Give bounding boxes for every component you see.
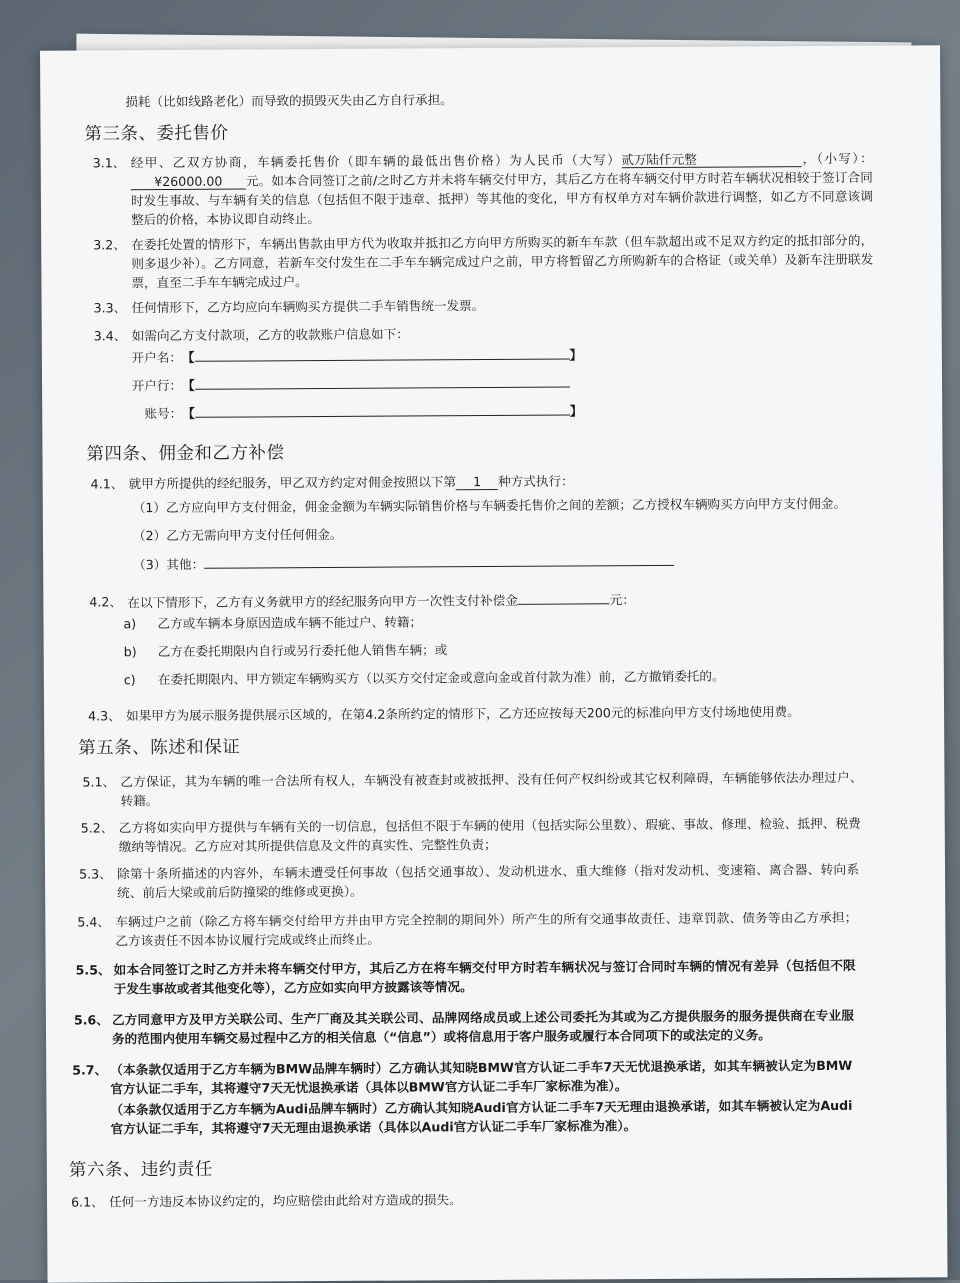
clause-4-1: 4.1、 就甲方所提供的经纪服务，甲乙双方约定对佣金按照以下第 1 种方式执行： — [90, 473, 574, 492]
clause-4-2: 4.2、 在以下情形下，乙方有义务就甲方的经纪服务向甲方一次性支付补偿金 元： — [89, 588, 869, 613]
commission-option-choice: 1 — [456, 475, 498, 490]
clause-5-1: 5.1、 乙方保证，其为车辆的唯一合法所有权人，车辆没有被查封或被抵押、没有任何产权纠纷或其它权利障碍，车辆能够依法办理过户、转籍。 — [82, 769, 863, 809]
account-number-row: 账号：【 】 — [144, 403, 583, 422]
condition-c: c) 在委托期限内、甲方锁定车辆购买方（以买方交付定金或意向金或首付款为准）前，乙方撤销委托的。 — [123, 668, 725, 688]
section-6-title: 第六条、违约责任 — [68, 1159, 213, 1181]
account-name-row: 开户名：【 】 — [131, 347, 583, 366]
commission-option-2: （2）乙方无需向甲方支付任何佣金。 — [132, 526, 343, 544]
price-in-words: 贰万陆仟元整 — [621, 152, 801, 168]
clause-5-5: 5.5、 如本合同签订之时乙方并未将车辆交付甲方，其后乙方在将车辆交付甲方时若车辆状况与签订合同时车辆的情况有差异（包括但不限于发生事故或者其他变化等），乙方应如实向甲方披露该等情况。 — [75, 957, 856, 997]
contract-page — [40, 45, 948, 1282]
price-in-figures: ¥26000.00 — [131, 174, 246, 190]
clause-5-6: 5.6、 乙方同意甲方及甲方关联公司、生产厂商及其关联公司、品牌网络成员或上述公司委托为其或为乙方提供服务的服务提供商在专业服务的范围内使用车辆交易过程中乙方的相关信息（“信息”）或将信息用于客户服务或履行本合同项下的或法定的义务。 — [73, 1007, 854, 1047]
compensation-amount-field[interactable] — [518, 589, 610, 605]
account-bank-field[interactable] — [195, 375, 570, 390]
clause-3-3: 3.3、 任何情形下，乙方均应向车辆购买方提供二手车销售统一发票。 — [93, 298, 485, 316]
clause-6-1: 6.1、 任何一方违反本协议约定的，均应赔偿由此给对方造成的损失。 — [70, 1192, 462, 1210]
intro-line: 损耗（比如线路老化）而导致的损毁灭失由乙方自行承担。 — [125, 92, 453, 110]
account-bank-row: 开户行：【 — [122, 373, 602, 395]
clause-3-4: 3.4、 如需向乙方支付款项，乙方的收款账户信息如下： — [93, 326, 409, 344]
section-5-title: 第五条、陈述和保证 — [78, 737, 241, 759]
clause-3-1: 3.1、 经甲、乙双方协商，车辆委托售价（即车辆的最低出售价格）为人民币（大写）贰万陆仟元整 ，（小写）：¥26000.00 元。如本合同签订之前/之时乙方并未将车辆交付甲方，其后乙方在将车辆交付甲方时若车辆状况相较于签订合同时发生事故、与车辆有关的信息（包括但不限于违章、抵押）等其他的变化，甲方有权单方对车辆价款进行调整，如乙方不同意该调整后的价格，本协议即自动终止。 — [92, 150, 873, 228]
condition-a: a) 乙方或车辆本身原因造成车辆不能过户、转籍； — [123, 614, 423, 632]
other-option-field[interactable] — [204, 551, 674, 569]
section-4-title: 第四条、佣金和乙方补偿 — [86, 443, 285, 465]
account-name-field[interactable] — [194, 347, 569, 362]
clause-5-3: 5.3、 除第十条所描述的内容外，车辆未遭受任何事故（包括交通事故）、发动机进水、重大维修（指对发动机、变速箱、离合器、转向系统、前后大梁或前后防撞梁的维修或更换）。 — [78, 861, 860, 901]
account-number-field[interactable] — [195, 403, 570, 418]
clause-3-2: 3.2、 在委托处置的情形下，车辆出售款由甲方代为收取并抵扣乙方向甲方所购买的新车车款（但车款超出或不足双方约定的抵扣部分的，则多退少补）。乙方同意，若新车交付发生在二手车车辆完成过户之前，甲方将暂留乙方所购新车的合格证（或关单）及新车注册联发票，直至二手车车辆完成过户。 — [93, 232, 874, 291]
commission-option-1: （1）乙方应向甲方支付佣金，佣金金额为车辆实际销售价格与车辆委托售价之间的差额；乙方授权车辆购买方向甲方支付佣金。 — [132, 495, 847, 516]
clause-5-7: 5.7、 （本条款仅适用于乙方车辆为BMW品牌车辆时）乙方确认其知晓BMW官方认证二手车7天无忧退换承诺，如其车辆被认定为BMW官方认证二手车，其将遵守7天无忧退换承诺（具体以BMW官方认证二手车厂家标准为准）。 （本条款仅适用于乙方车辆为Audi品牌车辆时）乙方确认其知晓Audi官方认证二手车7天无理由退换承诺，如其车辆被认定为Audi官方认证二手车，其将遵守7天无理由退换承诺（具体以Audi官方认证二手车厂家标准为准）。 — [72, 1057, 853, 1137]
clause-4-3: 4.3、 如果甲方为展示服务提供展示区域的，在第4.2条所约定的情形下，乙方还应按每天200元的标准向甲方支付场地使用费。 — [88, 704, 800, 724]
clause-5-4: 5.4、 车辆过户之前（除乙方将车辆交付给甲方并由甲方完全控制的期间外）所产生的所有交通事故责任、违章罚款、债务等由乙方承担；乙方该责任不因本协议履行完成或终止而终止。 — [77, 909, 858, 949]
condition-b: b) 乙方在委托期限内自行或另行委托他人销售车辆；或 — [123, 642, 448, 660]
section-3-title: 第三条、委托售价 — [84, 123, 229, 145]
commission-option-3: （3）其他： — [133, 551, 674, 574]
clause-5-2: 5.2、 乙方将如实向甲方提供与车辆有关的一切信息，包括但不限于车辆的使用（包括实际公里数）、瑕疵、事故、修理、检验、抵押、税费缴纳等情况。乙方应对其所提供信息及文件的真实性、完整性负责； — [80, 815, 861, 855]
